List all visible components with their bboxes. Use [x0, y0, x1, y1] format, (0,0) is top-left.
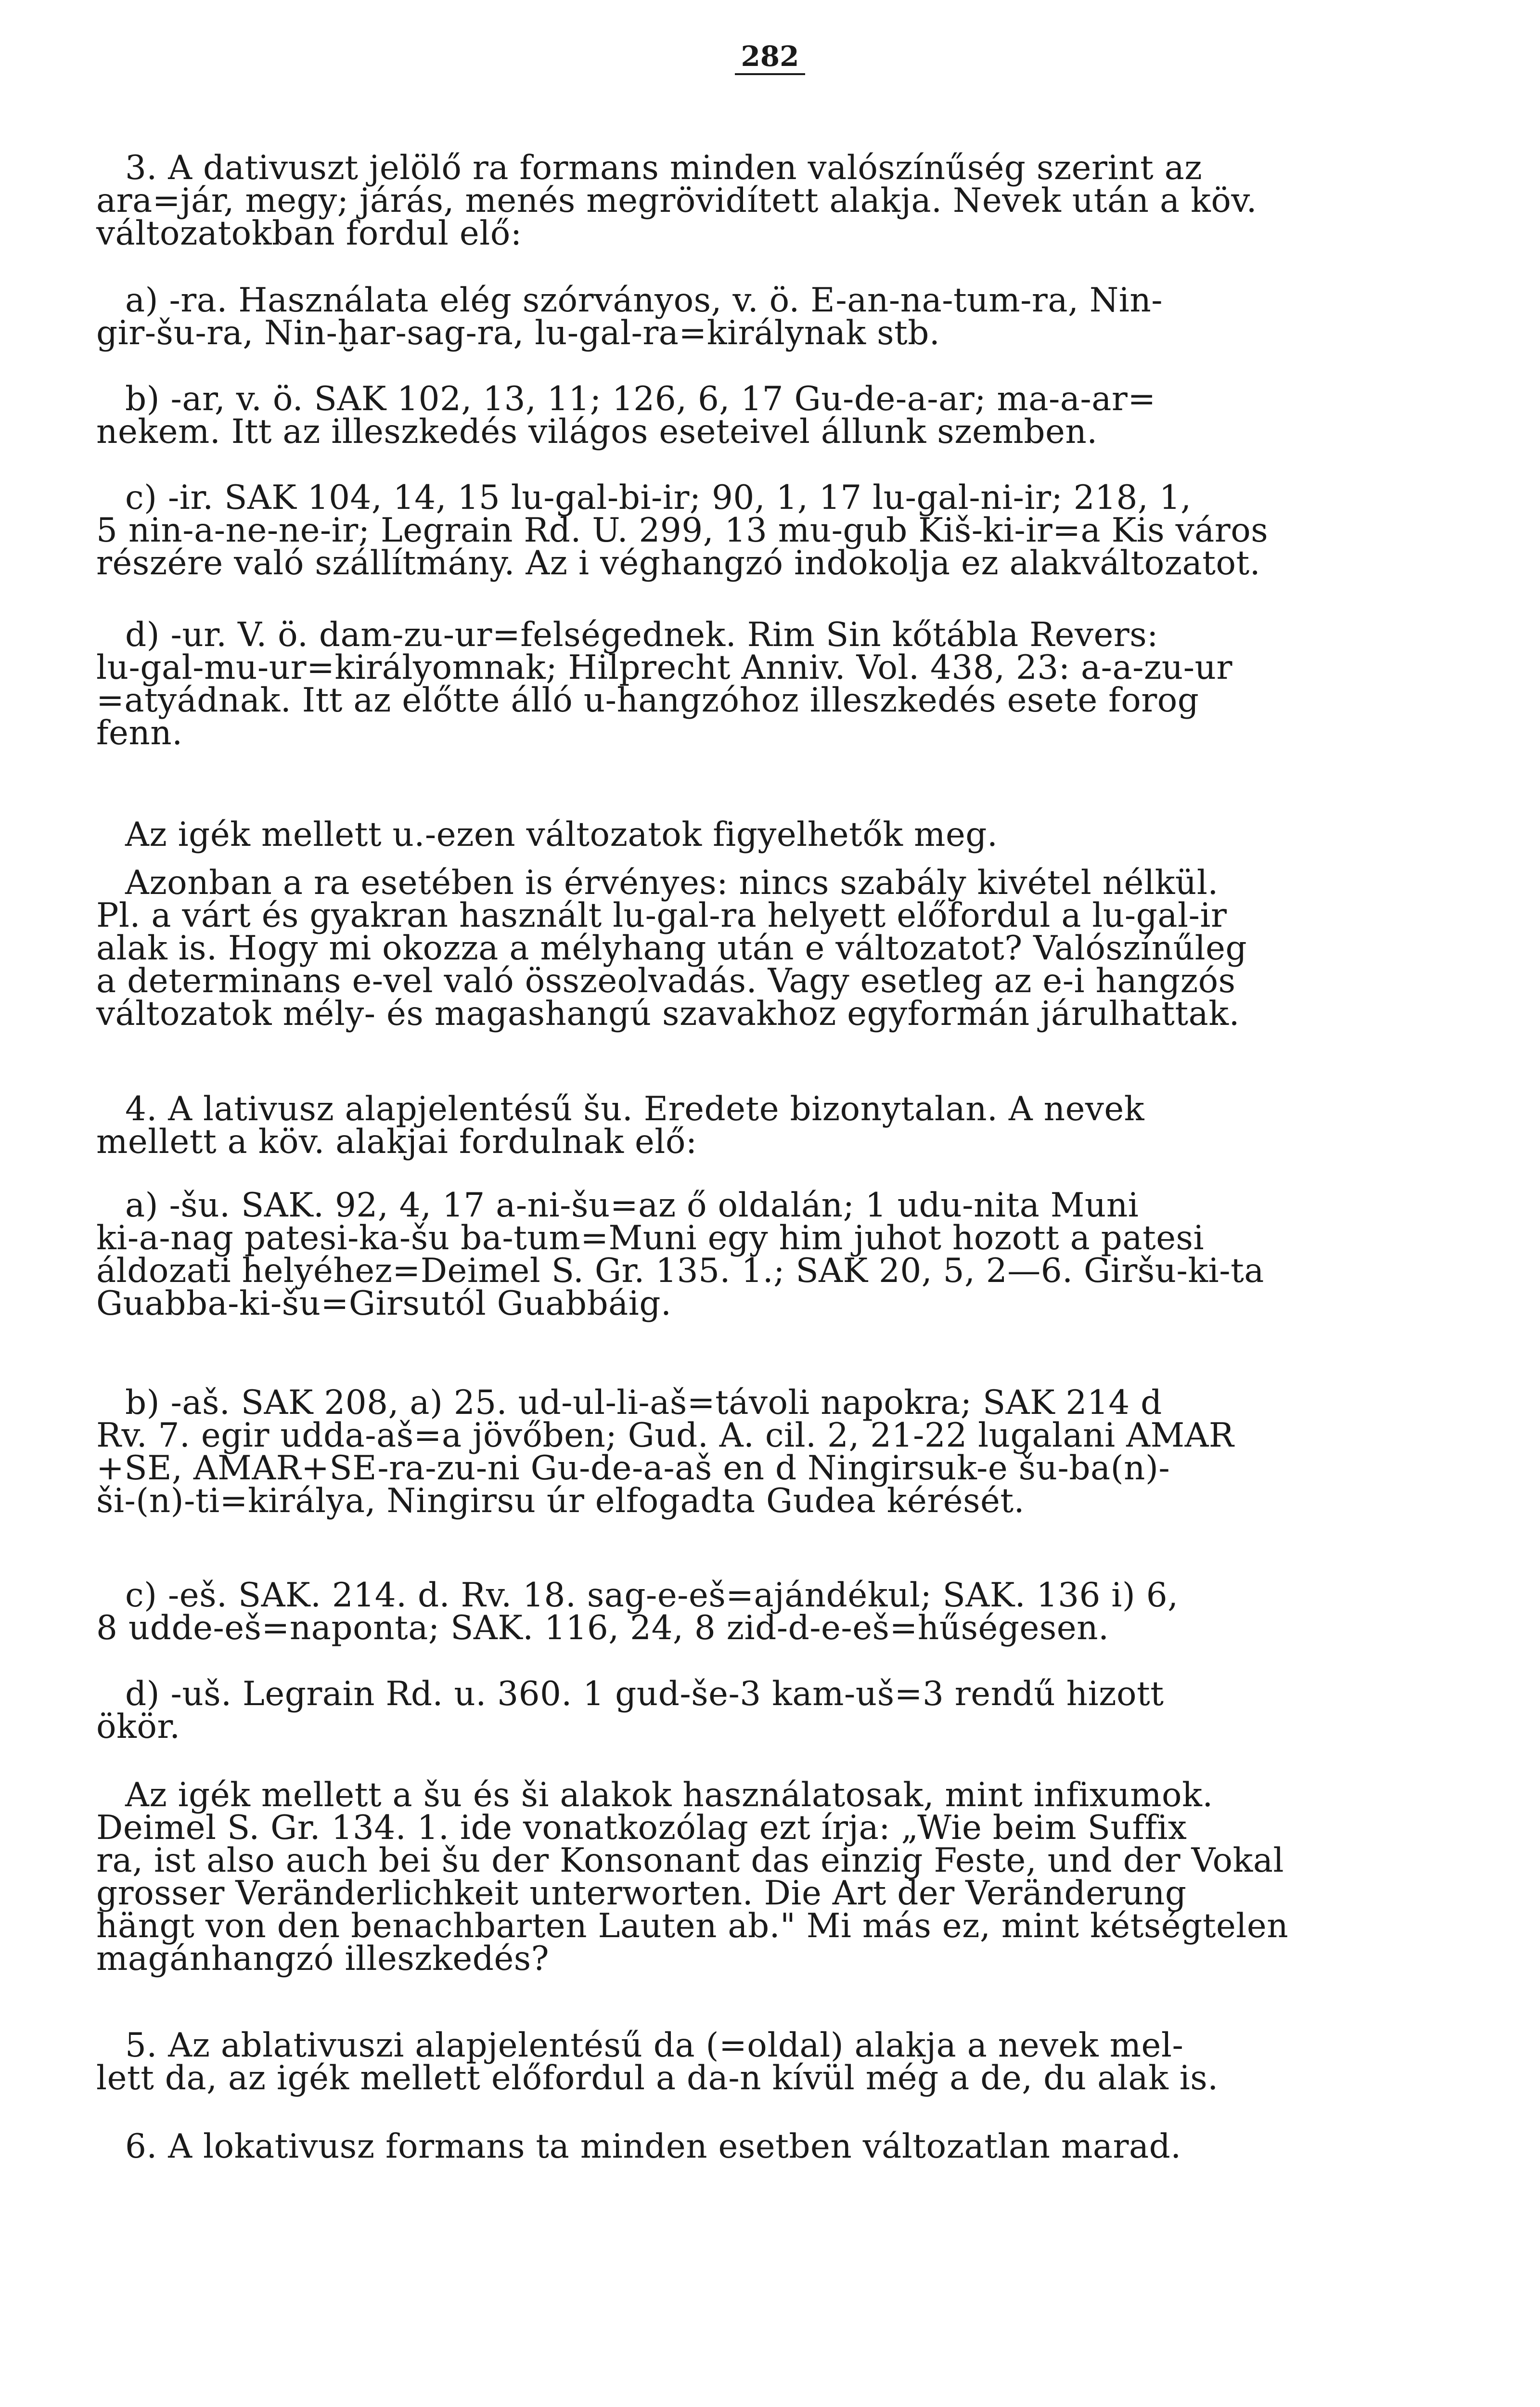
text-line: a) -šu. SAK. 92, 4, 17 a-ni-šu=az ő oldalán; 1 udu-nita Muni: [125, 1186, 1139, 1225]
text-line: ki-a-nag patesi-ka-šu ba-tum=Muni egy him juhot hozott a patesi: [96, 1219, 1205, 1257]
paragraph-as: [96, 1384, 1444, 1520]
paragraph-su: [96, 1186, 1444, 1323]
text-line: Az igék mellett u.-ezen változatok figyelhetők meg.: [125, 815, 998, 854]
text-line: lu-gal-mu-ur=királyomnak; Hilprecht Anniv. Vol. 438, 23: a-a-zu-ur: [96, 648, 1232, 687]
text-line: Pl. a várt és gyakran használt lu-gal-ra helyett előfordul a lu-gal-ir: [96, 896, 1227, 935]
paragraph-ur: [96, 616, 1444, 752]
text-line: 4. A lativusz alapjelentésű šu. Eredete bizonytalan. A nevek: [125, 1090, 1145, 1128]
paragraph-ir: [96, 481, 1444, 580]
paragraph-ra: [96, 281, 1444, 352]
text-line: gir-šu-ra, Nin-ḫar-sag-ra, lu-gal-ra=királynak stb.: [96, 314, 940, 352]
paragraph-dativus-intro: [96, 149, 1444, 253]
text-line: mellett a köv. alakjai fordulnak elő:: [96, 1123, 697, 1161]
paragraph-lokativus: [96, 2127, 1444, 2166]
text-line: Rv. 7. egir udda-aš=a jövőben; Gud. A. cil. 2, 21-22 lugalani AMAR: [96, 1416, 1234, 1455]
text-line: változatokban fordul elő:: [96, 214, 522, 253]
text-line: a) -ra. Használata elég szórványos, v. ö. E-an-na-tum-ra, Nin-: [125, 281, 1163, 320]
text-line: áldozati helyéhez=Deimel S. Gr. 135. 1.; SAK 20, 5, 2—6. Giršu-ki-ta: [96, 1252, 1264, 1290]
text-line: d) -uš. Legrain Rd. u. 360. 1 gud-še-3 kam-uš=3 rendű hizott: [125, 1675, 1164, 1713]
text-line: Guabba-ki-šu=Girsutól Guabbáig.: [96, 1284, 672, 1323]
text-line: magánhangzó illeszkedés?: [96, 1940, 550, 1978]
text-line: Azonban a ra esetében is érvényes: nincs szabály kivétel nélkül.: [125, 864, 1219, 902]
text-line: lett da, az igék mellett előfordul a da-n kívül még a de, du alak is.: [96, 2059, 1219, 2097]
text-line: alak is. Hogy mi okozza a mélyhang után e változatot? Valószínűleg: [96, 929, 1247, 968]
text-line: grosser Veränderlichkeit unterworten. Die Art der Veränderung: [96, 1874, 1187, 1913]
text-line: 8 udde-eš=naponta; SAK. 116, 24, 8 zid-d-e-eš=hűségesen.: [96, 1609, 1109, 1647]
text-line: változatok mély- és magashangú szavakhoz egyformán járulhattak.: [96, 995, 1240, 1033]
paragraph-exceptions: [96, 864, 1444, 1033]
paragraph-lativus-intro: [96, 1090, 1444, 1161]
text-line: =atyádnak. Itt az előtte álló u-hangzóhoz illeszkedés esete forog: [96, 681, 1199, 720]
paragraph-ablativus: [96, 2026, 1444, 2097]
text-line: b) -aš. SAK 208, a) 25. ud-ul-li-aš=távoli napokra; SAK 214 d: [125, 1384, 1162, 1422]
paragraph-infixes: [96, 1776, 1444, 1978]
page-number-text: 282: [735, 42, 805, 75]
text-line: 3. A dativuszt jelölő ra formans minden valószínűség szerint az: [125, 149, 1203, 187]
text-line: b) -ar, v. ö. SAK 102, 13, 11; 126, 6, 17 Gu-de-a-ar; ma-a-ar=: [125, 380, 1156, 418]
text-line: +SE, AMAR+SE-ra-zu-ni Gu-de-a-aš en d Ningirsuk-e šu-ba(n)-: [96, 1449, 1170, 1488]
text-line: c) -eš. SAK. 214. d. Rv. 18. sag-e-eš=ajándékul; SAK. 136 i) 6,: [125, 1576, 1179, 1615]
text-line: a determinans e-vel való összeolvadás. Vagy esetleg az e-i hangzós: [96, 962, 1236, 1000]
page-number: [0, 42, 1540, 75]
text-line: fenn.: [96, 714, 183, 752]
text-line: 5 nin-a-ne-ne-ir; Legrain Rd. U. 299, 13 mu-gub Kiš-ki-ir=a Kis város: [96, 511, 1269, 550]
paragraph-ar: [96, 380, 1444, 451]
text-line: ara=jár, megy; járás, menés megrövidített alakja. Nevek után a köv.: [96, 181, 1258, 220]
text-line: hängt von den benachbarten Lauten ab." Mi más ez, mint kétségtelen: [96, 1907, 1289, 1945]
text-line: c) -ir. SAK 104, 14, 15 lu-gal-bi-ir; 90, 1, 17 lu-gal-ni-ir; 218, 1,: [125, 479, 1192, 517]
text-line: 5. Az ablativuszi alapjelentésű da (=oldal) alakja a nevek mel-: [125, 2026, 1184, 2065]
paragraph-verbs-note: [96, 815, 1444, 854]
text-line: Az igék mellett a šu és ši alakok használatosak, mint infixumok.: [125, 1776, 1213, 1814]
text-line: részére való szállítmány. Az i véghangzó indokolja ez alakváltozatot.: [96, 544, 1261, 582]
text-line: ra, ist also auch bei šu der Konsonant das einzig Feste, und der Vokal: [96, 1841, 1284, 1880]
text-line: ökör.: [96, 1708, 180, 1746]
text-line: d) -ur. V. ö. dam-zu-ur=felségednek. Rim Sin kőtábla Revers:: [125, 616, 1158, 654]
text-line: Deimel S. Gr. 134. 1. ide vonatkozólag ezt írja: „Wie beim Suffix: [96, 1809, 1187, 1847]
paragraph-us: [96, 1675, 1444, 1746]
text-line: 6. A lokativusz formans ta minden esetben változatlan marad.: [125, 2127, 1181, 2166]
text-line: nekem. Itt az illeszkedés világos eseteivel állunk szemben.: [96, 413, 1098, 451]
paragraph-es: [96, 1576, 1444, 1647]
text-line: ši-(n)-ti=királya, Ningirsu úr elfogadta Gudea kérését.: [96, 1482, 1025, 1520]
